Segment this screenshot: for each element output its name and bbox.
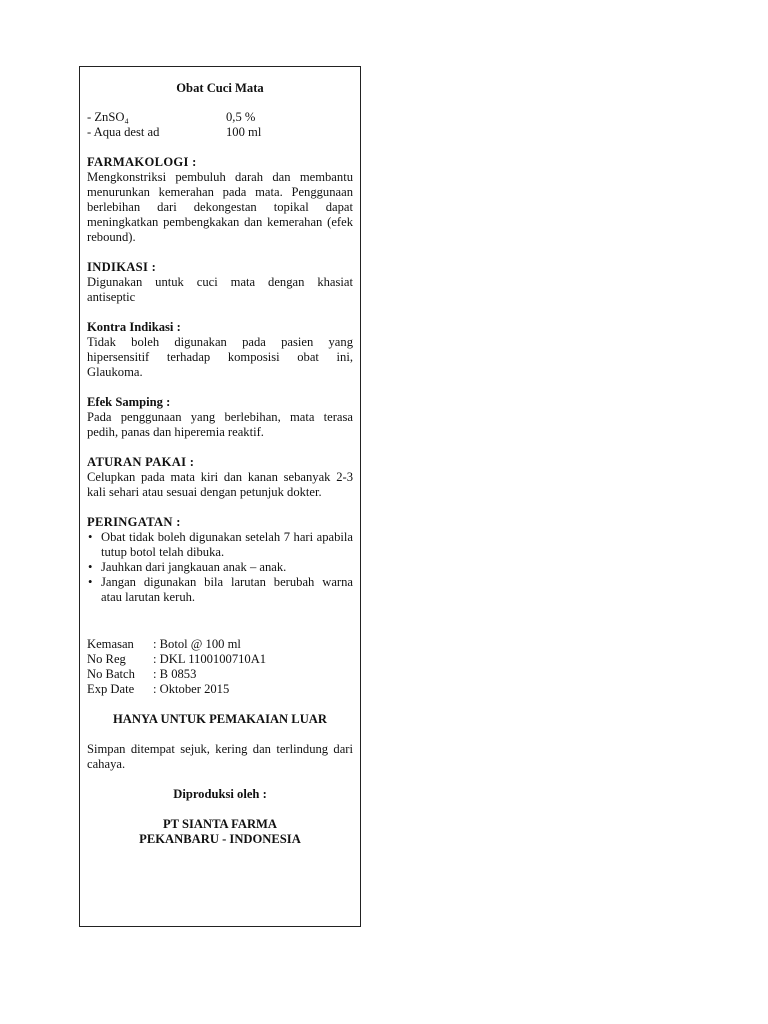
storage-instructions: Simpan ditempat sejuk, kering dan terlindung dari cahaya. bbox=[87, 742, 353, 771]
warning-item bbox=[87, 575, 353, 605]
bullet-icon: • bbox=[88, 560, 93, 574]
kontra-indikasi-section bbox=[87, 320, 353, 380]
producer-location: PEKANBARU - INDONESIA bbox=[139, 832, 301, 846]
warning-text: Jangan digunakan bila larutan berubah warna atau larutan keruh. bbox=[101, 575, 353, 604]
packaging-value: : DKL 1100100710A1 bbox=[153, 652, 267, 666]
aturan-pakai-title: ATURAN PAKAI : bbox=[87, 455, 195, 469]
packaging-key: No Reg bbox=[87, 652, 126, 666]
warning-text: Obat tidak boleh digunakan setelah 7 hari apabila tutup botol telah dibuka. bbox=[101, 530, 353, 559]
packaging-row bbox=[87, 637, 353, 652]
indikasi-section bbox=[87, 260, 353, 305]
ingredient-name: - ZnSO₄ bbox=[87, 110, 129, 124]
warning-text: Jauhkan dari jangkauan anak – anak. bbox=[101, 560, 287, 574]
packaging-key: Kemasan bbox=[87, 637, 134, 651]
producer-label: Diproduksi oleh : bbox=[173, 787, 267, 801]
efek-samping-body: Pada penggunaan yang berlebihan, mata terasa pedih, panas dan hiperemia reaktif. bbox=[87, 410, 353, 439]
efek-samping-section bbox=[87, 395, 353, 440]
external-use-warning: HANYA UNTUK PEMAKAIAN LUAR bbox=[113, 712, 327, 726]
medicine-label bbox=[79, 66, 361, 927]
indikasi-body: Digunakan untuk cuci mata dengan khasiat antiseptic bbox=[87, 275, 353, 304]
producer-name: PT SIANTA FARMA bbox=[162, 817, 278, 831]
farmakologi-body: Mengkonstriksi pembuluh darah dan membantu menurunkan kemerahan pada mata. Penggunaan berlebihan dari dekongestan topikal dapat meningkatkan pembengkakan dan kemerahan (efek rebound). bbox=[87, 170, 353, 244]
warning-list bbox=[87, 530, 353, 605]
bullet-icon: • bbox=[88, 575, 93, 589]
aturan-pakai-section bbox=[87, 455, 353, 500]
peringatan-title: PERINGATAN : bbox=[87, 515, 181, 529]
packaging-value: : Oktober 2015 bbox=[153, 682, 230, 696]
warning-item bbox=[87, 560, 353, 575]
aturan-pakai-body: Celupkan pada mata kiri dan kanan sebanyak 2-3 kali sehari atau sesuai dengan petunjuk dokter. bbox=[87, 470, 353, 499]
label-title: Obat Cuci Mata bbox=[176, 81, 264, 95]
packaging-key: No Batch bbox=[87, 667, 135, 681]
peringatan-section bbox=[87, 515, 353, 605]
ingredient-quantity: 100 ml bbox=[226, 125, 262, 139]
packaging-row bbox=[87, 652, 353, 667]
composition-row bbox=[87, 125, 353, 140]
kontra-indikasi-body: Tidak boleh digunakan pada pasien yang hipersensitif terhadap komposisi obat ini, Glaukoma. bbox=[87, 335, 353, 379]
packaging-value: : B 0853 bbox=[153, 667, 197, 681]
warning-item bbox=[87, 530, 353, 560]
indikasi-title: INDIKASI : bbox=[87, 260, 157, 274]
ingredient-quantity: 0,5 % bbox=[226, 110, 256, 124]
bullet-icon: • bbox=[88, 530, 93, 544]
kontra-indikasi-title: Kontra Indikasi : bbox=[87, 320, 181, 334]
composition-row bbox=[87, 110, 353, 125]
packaging-info bbox=[87, 637, 353, 697]
efek-samping-title: Efek Samping : bbox=[87, 395, 171, 409]
packaging-key: Exp Date bbox=[87, 682, 135, 696]
ingredient-name: - Aqua dest ad bbox=[87, 125, 160, 139]
farmakologi-section bbox=[87, 155, 353, 245]
farmakologi-title: FARMAKOLOGI : bbox=[87, 155, 197, 169]
packaging-row bbox=[87, 667, 353, 682]
packaging-value: : Botol @ 100 ml bbox=[153, 637, 241, 651]
composition bbox=[87, 110, 353, 140]
packaging-row bbox=[87, 682, 353, 697]
